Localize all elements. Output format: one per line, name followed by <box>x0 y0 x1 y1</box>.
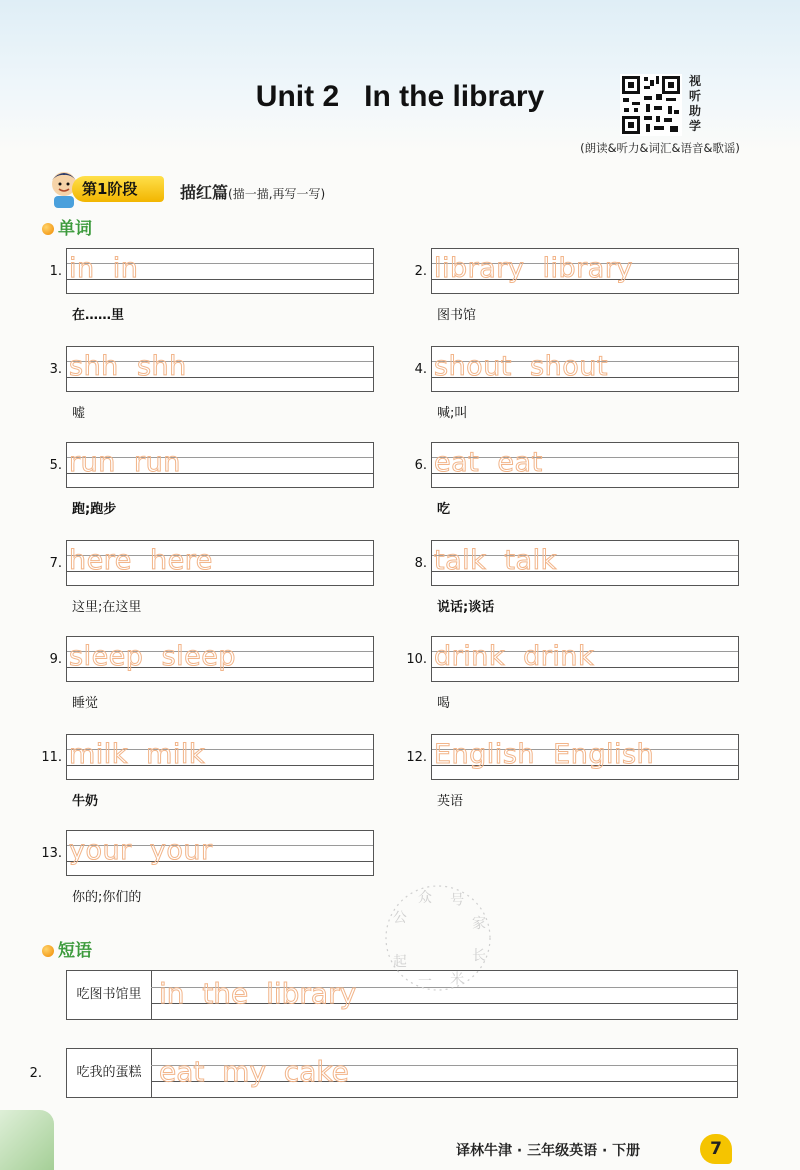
watermark-stamp <box>368 868 508 1008</box>
word-writing-box[interactable] <box>66 540 374 586</box>
word-writing-box[interactable] <box>431 346 739 392</box>
phrase-number: 2. <box>29 1066 42 1081</box>
word-writing-box[interactable] <box>431 248 739 294</box>
word-number: 9. <box>49 652 62 667</box>
section-phrases: 短语 <box>42 936 92 961</box>
word-trace-text: English English <box>434 739 655 770</box>
word-meaning: 在……里 <box>72 308 125 323</box>
word-trace-text: drink drink <box>434 641 595 672</box>
word-meaning: 嘘 <box>72 406 86 421</box>
word-writing-box[interactable] <box>66 830 374 876</box>
book-decoration <box>0 1110 54 1170</box>
phrase-writing-lines[interactable] <box>151 1049 737 1097</box>
phrase-box[interactable] <box>66 1048 738 1098</box>
stage-subtitle: (描一描,再写一写) <box>228 187 326 201</box>
bullet-dot-icon <box>42 945 54 957</box>
word-trace-text: eat eat <box>434 447 543 478</box>
stamp-char: 家 <box>471 915 486 932</box>
word-writing-box[interactable] <box>431 734 739 780</box>
word-number: 10. <box>406 652 427 667</box>
phrase-trace-text: eat my cake <box>159 1055 349 1088</box>
word-number: 13. <box>41 846 62 861</box>
qr-note: (朗读&听力&词汇&语音&歌谣) <box>580 141 740 155</box>
word-trace-text: talk talk <box>434 545 557 576</box>
word-meaning: 说话;谈话 <box>437 600 495 615</box>
word-writing-box[interactable] <box>431 636 739 682</box>
word-number: 2. <box>414 264 427 279</box>
stamp-char: 众 <box>418 889 433 906</box>
word-writing-box[interactable] <box>66 636 374 682</box>
page-number: 7 <box>700 1134 732 1164</box>
word-trace-text: sleep sleep <box>69 641 237 672</box>
stamp-char: 米 <box>450 971 465 988</box>
stage-tag: 第1阶段 <box>72 176 164 202</box>
bullet-dot-icon <box>42 223 54 235</box>
word-trace-text: run run <box>69 447 181 478</box>
word-meaning: 喝 <box>437 696 451 711</box>
word-number: 12. <box>406 750 427 765</box>
phrase-trace-text: in the library <box>159 977 357 1010</box>
phrase-meaning: 吃图书馆里 <box>67 971 152 1019</box>
word-meaning: 你的;你们的 <box>72 890 142 905</box>
word-meaning: 英语 <box>437 794 464 809</box>
word-meaning: 睡觉 <box>72 696 99 711</box>
qr-code-icon <box>620 74 682 136</box>
word-number: 4. <box>414 362 427 377</box>
stamp-char: 一 <box>418 974 433 991</box>
word-writing-box[interactable] <box>66 734 374 780</box>
word-trace-text: shout shout <box>434 351 608 382</box>
word-number: 3. <box>49 362 62 377</box>
word-writing-box[interactable] <box>431 540 739 586</box>
word-trace-text: your your <box>69 835 213 866</box>
word-trace-text: here here <box>69 545 213 576</box>
word-number: 6. <box>414 458 427 473</box>
word-number: 11. <box>41 750 62 765</box>
word-trace-text: milk milk <box>69 739 206 770</box>
word-writing-box[interactable] <box>431 442 739 488</box>
word-trace-text: in in <box>69 253 139 284</box>
word-meaning: 喊;叫 <box>437 406 468 421</box>
page-title: Unit 2 In the library <box>255 80 545 113</box>
word-number: 1. <box>49 264 62 279</box>
word-writing-box[interactable] <box>66 346 374 392</box>
stamp-char: 号 <box>450 892 465 909</box>
word-writing-box[interactable] <box>66 248 374 294</box>
word-writing-box[interactable] <box>66 442 374 488</box>
footer-book-title: 译林牛津 · 三年级英语 · 下册 <box>456 1143 641 1159</box>
word-number: 8. <box>414 556 427 571</box>
stamp-char: 公 <box>392 910 407 926</box>
stamp-char: 长 <box>471 948 486 965</box>
word-number: 7. <box>49 556 62 571</box>
word-meaning: 吃 <box>437 502 451 517</box>
word-meaning: 图书馆 <box>437 308 477 323</box>
section-words: 单词 <box>42 214 92 239</box>
word-meaning: 牛奶 <box>72 794 99 809</box>
word-meaning: 这里;在这里 <box>72 600 142 615</box>
phrase-meaning: 吃我的蛋糕 <box>67 1049 152 1097</box>
stage-title: 描红篇(描一描,再写一写) <box>180 183 326 202</box>
word-number: 5. <box>49 458 62 473</box>
word-trace-text: library library <box>434 253 633 284</box>
word-meaning: 跑;跑步 <box>72 502 117 517</box>
qr-side-text: 视 听 助 学 <box>688 74 701 133</box>
word-trace-text: shh shh <box>69 351 187 382</box>
stamp-char: 起 <box>392 954 407 970</box>
